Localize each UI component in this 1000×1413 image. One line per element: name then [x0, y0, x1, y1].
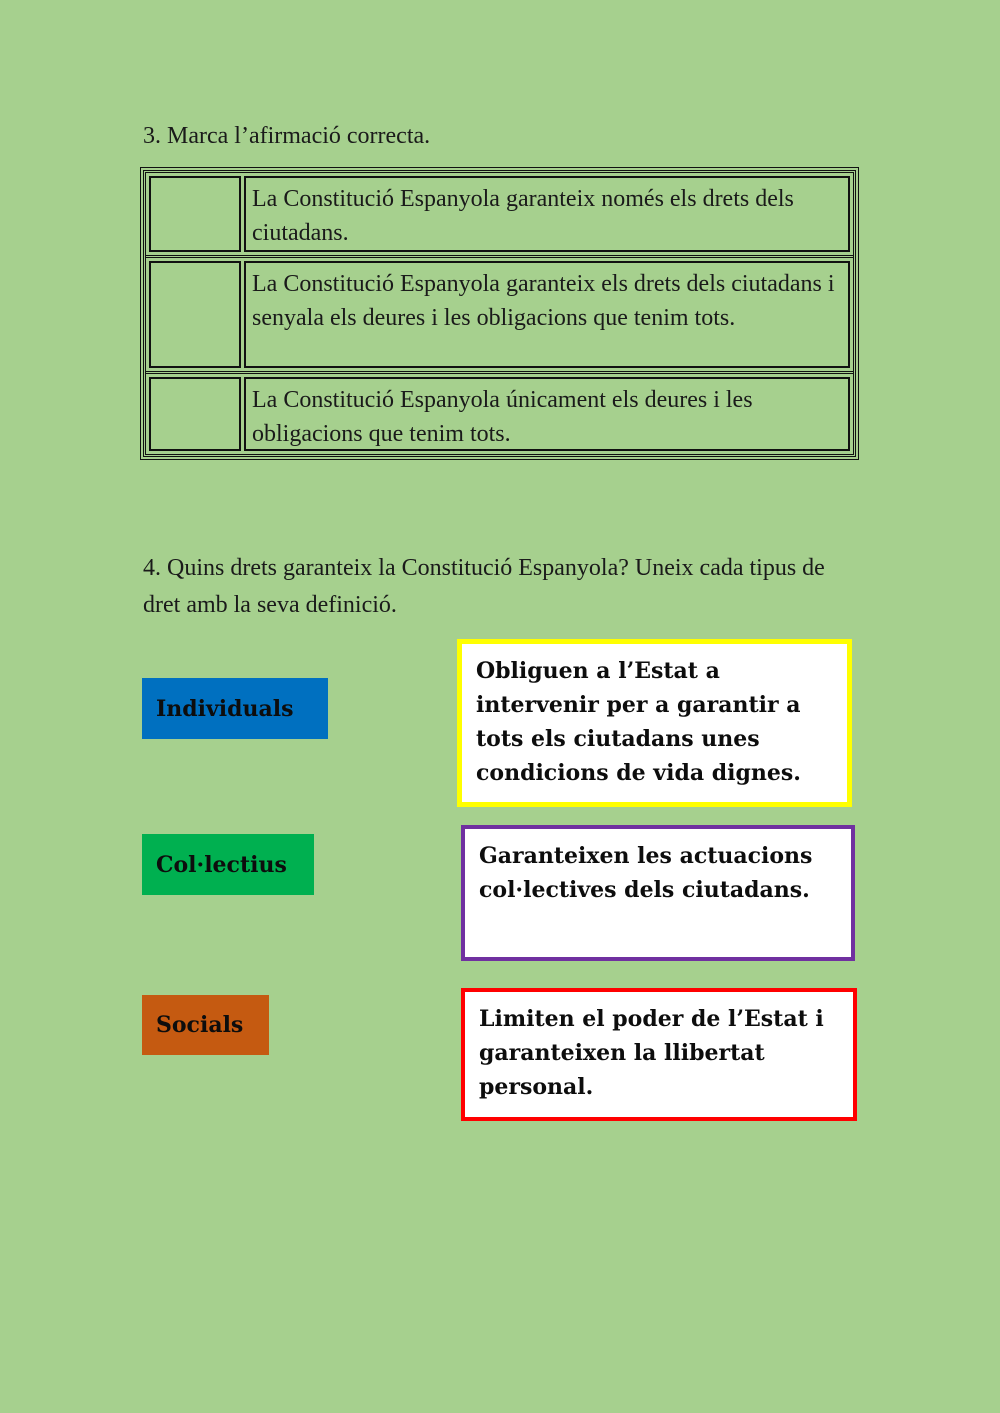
label-individuals[interactable] — [142, 678, 328, 739]
choice-row — [146, 258, 853, 374]
choice-text: La Constitució Espanyola garanteix només els drets dels ciutadans. — [244, 176, 850, 252]
definition-box-red[interactable] — [461, 988, 857, 1121]
choice-checkbox-1[interactable] — [149, 176, 241, 252]
choice-text: La Constitució Espanyola únicament els deures i les obligacions que tenim tots. — [244, 377, 850, 451]
choice-checkbox-3[interactable] — [149, 377, 241, 451]
choice-text: La Constitució Espanyola garanteix els drets dels ciutadans i senyala els deures i les obligacions que tenim tots. — [244, 261, 850, 368]
question-3-title: 3. Marca l’afirmació correcta. — [143, 123, 431, 149]
definition-box-purple[interactable] — [461, 825, 855, 961]
definition-box-yellow[interactable] — [457, 639, 852, 807]
choice-row — [146, 374, 853, 454]
definition-text: Garanteixen les actuacions col·lectives dels ciutadans. — [479, 843, 813, 903]
label-collectius[interactable] — [142, 834, 314, 895]
label-text: Individuals — [156, 695, 294, 722]
label-text: Socials — [156, 1012, 244, 1038]
choice-row — [146, 173, 853, 258]
label-text: Col·lectius — [156, 851, 287, 878]
definition-text: Obliguen a l’Estat a intervenir per a garantir a tots els ciutadans unes condicions de vida dignes. — [476, 658, 801, 786]
label-socials[interactable] — [142, 995, 269, 1055]
definition-text: Limiten el poder de l’Estat i garanteixen la llibertat personal. — [479, 1006, 824, 1100]
choice-table — [143, 170, 856, 457]
question-4-title: 4. Quins drets garanteix la Constitució Espanyola? Uneix cada tipus de dret amb la seva definició. — [143, 555, 825, 618]
choice-checkbox-2[interactable] — [149, 261, 241, 368]
